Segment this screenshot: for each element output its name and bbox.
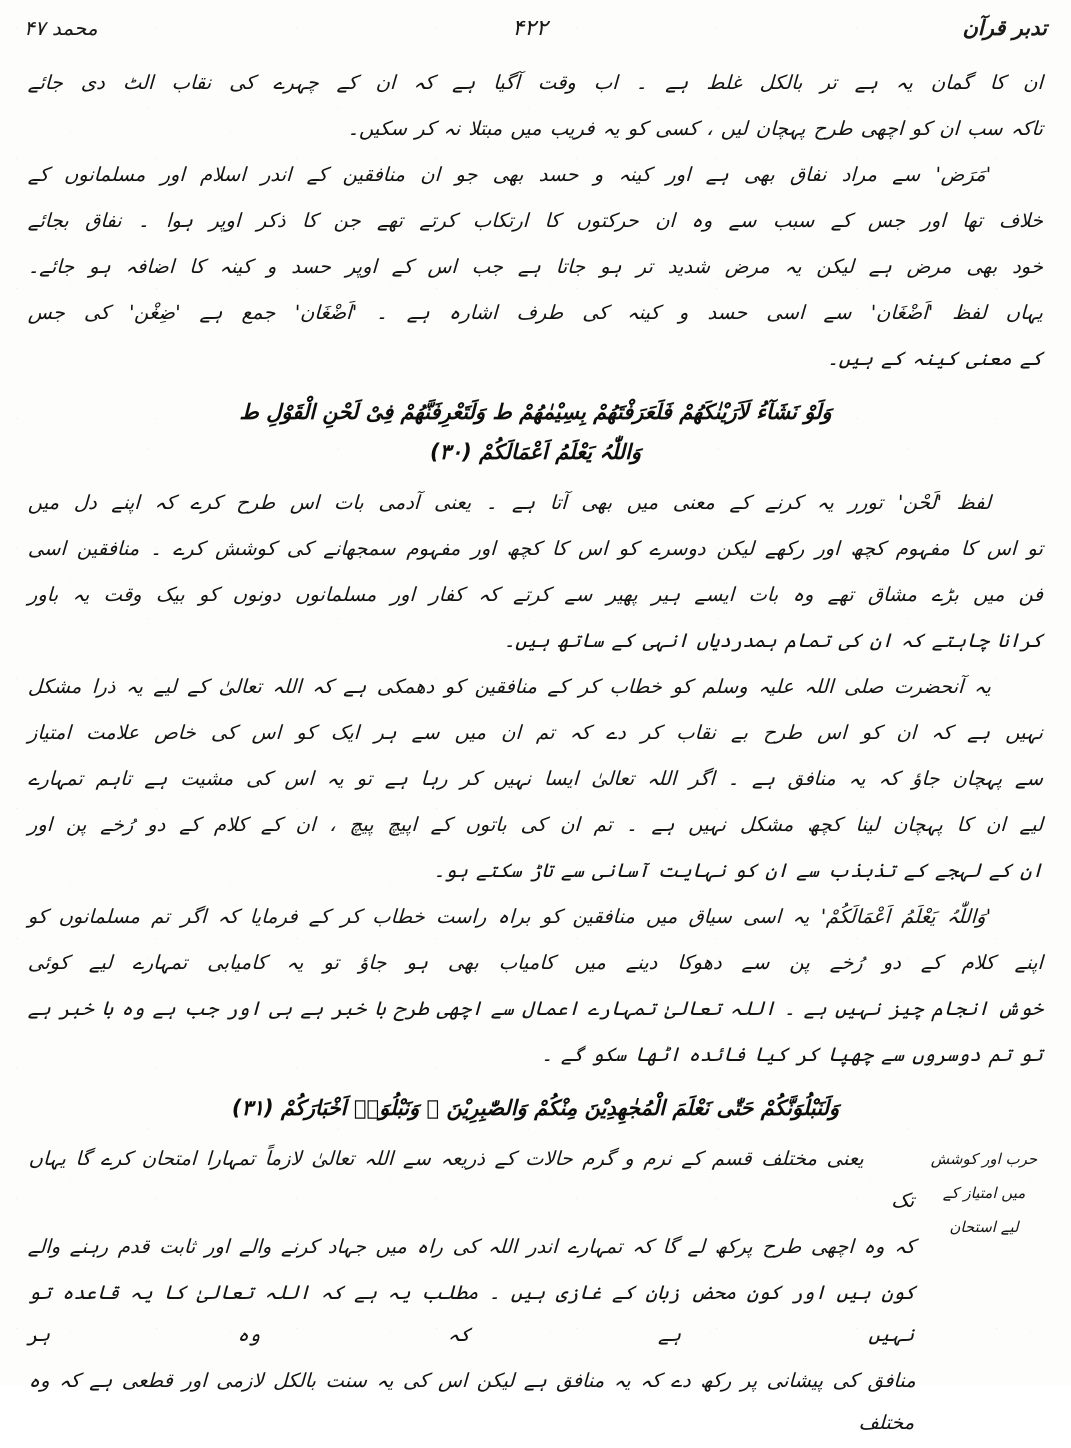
margin-note (925, 1138, 1043, 1244)
quran-verse (28, 1088, 1043, 1128)
paragraph: تو تم دوسروں سے چھپا کر کیا فائدہ اٹھا سکو گے ۔ (541, 1043, 1044, 1066)
paragraph: ان کے لہجے کے تذبذب سے ان کو نہایت آسانی سے تاڑ سکتے ہو۔ (433, 859, 1044, 882)
paragraph: 'وَاللّٰہُ یَعْلَمُ اَعْمَالَکُمْ' یہ اسی سیاق میں منافقین کو براہ راست خطاب کر کے فرمایا کہ اگر تم مسلمانوں کو (27, 905, 992, 928)
paragraph: اپنے کلام کے دو رُخے پن سے دھوکا دینے میں کامیاب بھی ہو جاؤ تو یہ کامیابی تمہارے لیے کوئی (27, 951, 1044, 974)
margin-note-line: لیے استحان (949, 1218, 1019, 1236)
header-surah-title: محمد ۴۷ (24, 16, 98, 40)
paragraph: کرانا چاہتے کہ ان کی تمام ہمدردیاں انہی کے ساتھ ہیں۔ (503, 629, 1044, 652)
paragraph: فن میں بڑے مشاق تھے وہ بات ایسے ہیر پھیر سے کرتے کہ کفار اور مسلمانوں دونوں کو بیک وقت یہ باور (27, 583, 1044, 606)
verse-line-1: وَلَنَبْلُوَنَّکُمْ حَتّٰی نَعْلَمَ الْمُجٰھِدِیْنَ مِنْکُمْ وَالصّٰبِرِیْنَ ۙ وَنَبْلُوَا۠ اَخْبَارَکُمْ (۳۱) (231, 1096, 840, 1120)
paragraph: خود بھی مرض ہے لیکن یہ مرض شدید تر ہو جاتا ہے جب اس کے اوپر حسد و کینہ کا اضافہ ہو جائے۔ (27, 255, 1044, 278)
paragraph: خلاف تھا اور جس کے سبب سے وہ ان حرکتوں کا ارتکاب کرتے تھے جن کا ذکر اوپر ہوا ۔ نفاق بجائے (27, 209, 1044, 232)
paragraph: ان کا گمان یہ ہے تر بالکل غلط ہے ۔ اب وقت آگیا ہے کہ ان کے چہرے کی نقاب الٹ دی جائے (27, 71, 1044, 94)
margin-note-line: حرب اور کوشش (930, 1150, 1038, 1168)
page-header (0, 6, 1071, 50)
page-body (0, 52, 1071, 1434)
paragraph: کون ہیں اور کون محض زبان کے غازی ہیں ۔ مطلب یہ ہے کہ اللہ تعالیٰ کا یہ قاعدہ تو نہیں ہے کہ وہ ہر (26, 1281, 917, 1346)
paragraph: لفظ 'لَحْن' تورر یہ کرنے کے معنی میں بھی آتا ہے ۔ یعنی آدمی بات اس طرح کرے کہ اپنے دل میں (27, 491, 992, 514)
paragraph: تاکہ سب ان کو اچھی طرح پہچان لیں ، کسی کو یہ فریب میں مبتلا نہ کر سکیں۔ (347, 117, 1044, 140)
footnote-text (28, 1138, 915, 1448)
paragraph: یہ آنحضرت صلی اللہ علیہ وسلم کو خطاب کر کے منافقین کو دھمکی ہے کہ اللہ تعالیٰ کے لیے یہ ذرا مشکل (27, 675, 992, 698)
paragraph: کے معنی کینہ کے ہیں۔ (827, 347, 1044, 370)
header-book-title: تدبر قرآن (962, 16, 1047, 40)
paragraph: تو اس کا مفہوم کچھ اور رکھے لیکن دوسرے کو اس کا کچھ اور مفہوم سمجھانے کی کوشش کرے ۔ منافقین اسی (27, 537, 1044, 560)
verse-line-1: وَلَوْ نَشَآءُ لَاَرَیْنٰکَھُمْ فَلَعَرَفْتَھُمْ بِسِیْمٰھُمْ ط وَلَتَعْرِفَنَّھُمْ فِیْ لَحْنِ الْقَوْلِ ط (239, 400, 832, 424)
paragraph: یعنی مختلف قسم کے نرم و گرم حالات کے ذریعہ سے اللہ تعالیٰ لازماً تمہارا امتحان کرے گا یہاں تک (28, 1147, 915, 1212)
paragraph: 'مَرَض' سے مراد نفاق بھی ہے اور کینہ و حسد بھی جو ان منافقین کے اندر اسلام اور مسلمانوں کے (27, 163, 992, 186)
paragraph: خوش انجام چیز نہیں ہے ۔ اللہ تعالیٰ تمہارے اعمال سے اچھی طرح با خبر ہے ہی اور جب ہے وہ با خبر ہے (27, 997, 1044, 1020)
margin-note-line: میں امتیاز کے (942, 1184, 1026, 1202)
paragraph: کہ وہ اچھی طرح پرکھ لے گا کہ تمہارے اندر اللہ کی راہ میں جہاد کرنے والے اور ثابت قدم رہنے والے (27, 1235, 916, 1258)
footnote-section (28, 1138, 1043, 1448)
page-number: ۴۲۲ (512, 15, 548, 41)
quran-verse (28, 392, 1043, 472)
paragraph: نہیں ہے کہ ان کو اس طرح بے نقاب کر دے کہ تم ان میں سے ہر ایک کو اس کی خاص علامت امتیاز (27, 721, 1044, 744)
paragraph: یہاں لفظ 'اَضْغَان' سے اسی حسد و کینہ کی طرف اشارہ ہے ۔ 'اَضْغَان' جمع ہے 'ضِغْن' کی جس (27, 301, 1044, 324)
paragraph: لیے ان کا پہچان لینا کچھ مشکل نہیں ہے ۔ تم ان کی باتوں کے اپیچ پیچ ، ان کے کلام کے دو رُخے پن اور (27, 813, 1044, 836)
paragraph: منافق کی پیشانی پر رکھ دے کہ یہ منافق ہے لیکن اس کی یہ سنت بالکل لازمی اور قطعی ہے کہ وہ مختلف (28, 1369, 917, 1434)
paragraph: سے پہچان جاؤ کہ یہ منافق ہے ۔ اگر اللہ تعالیٰ ایسا نہیں کر رہا ہے تو یہ اس کی مشیت ہے تاہم تمہارے (27, 767, 1044, 790)
verse-line-2: وَاللّٰہُ یَعْلَمُ اَعْمَالَکُمْ (۳۰) (429, 440, 642, 464)
